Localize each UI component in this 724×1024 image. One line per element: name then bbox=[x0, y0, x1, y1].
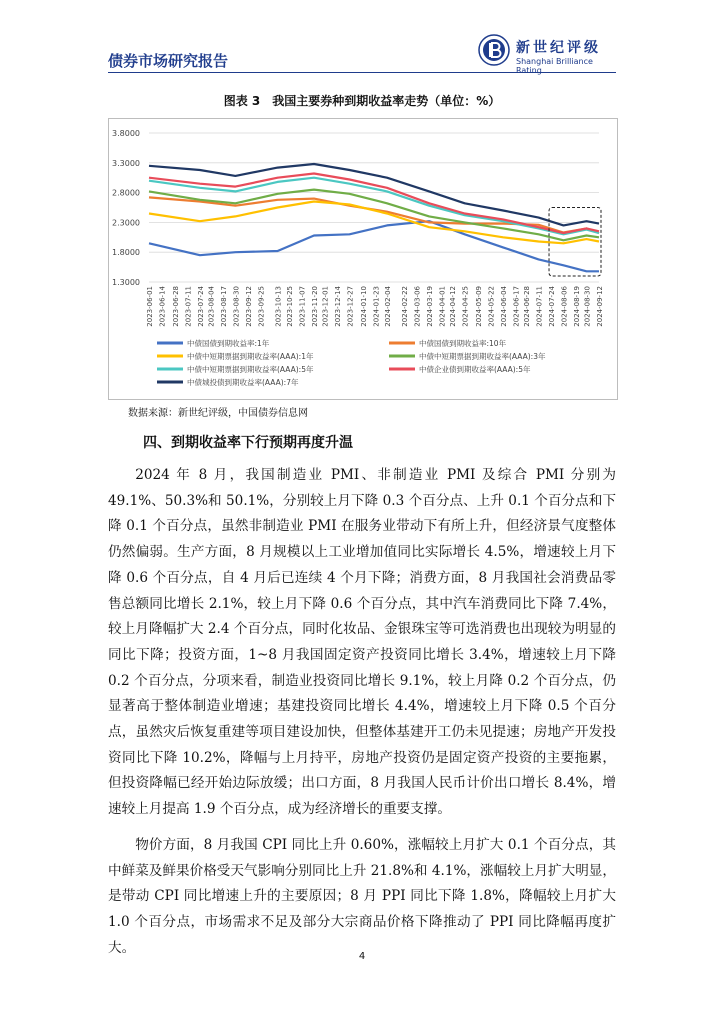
y-tick-label: 1.8000 bbox=[112, 248, 140, 258]
x-axis-ticks bbox=[146, 285, 604, 326]
logo-chinese-name: 新世纪评级 bbox=[516, 40, 601, 56]
x-tick-label: 2024-08-30 bbox=[583, 285, 592, 327]
legend-label: 中债国债到期收益率:1年 bbox=[187, 339, 270, 348]
x-tick-label: 2023-08-30 bbox=[232, 286, 241, 327]
figure-source: 数据来源：新世纪评级，中国债券信息网 bbox=[128, 408, 308, 419]
legend-label: 中债中短期票据到期收益率(AAA):3年 bbox=[419, 352, 546, 361]
x-tick-label: 2024-07-11 bbox=[535, 286, 544, 327]
series-line bbox=[149, 221, 599, 271]
x-tick-label: 2023-09-25 bbox=[257, 286, 266, 327]
paragraph-prices: 物价方面，8 月我国 CPI 同比上升 0.60%，涨幅较上月扩大 0.1 个百分点，其中鲜菜及鲜果价格受天气影响分别同比上升 21.8%和 4.1%，涨幅较上月扩大明显，是带动 CPI 同比增速上升的主要原因；8 月 PPI 同比下降 1.8%，降幅较上月扩大 1.0 个百分点，市场需求不足及部分大宗商品价格下降推动了 PPI 同比降幅再度扩大。 bbox=[108, 837, 616, 956]
y-tick-label: 2.8000 bbox=[112, 188, 140, 198]
x-tick-label: 2023-10-25 bbox=[286, 286, 295, 327]
x-tick-label: 2024-04-01 bbox=[438, 286, 447, 327]
x-tick-label: 2024-02-04 bbox=[383, 286, 392, 327]
x-tick-label: 2023-08-17 bbox=[219, 286, 228, 327]
x-tick-label: 2024-05-09 bbox=[475, 286, 484, 327]
logo-english-name: Shanghai Brilliance Rating bbox=[516, 57, 593, 75]
y-axis-ticks bbox=[112, 129, 140, 287]
x-tick-label: 2023-06-28 bbox=[171, 286, 180, 327]
series-line bbox=[149, 190, 599, 241]
x-tick-label: 2024-01-23 bbox=[372, 286, 381, 327]
legend-label: 中债城投债到期收益率(AAA):7年 bbox=[187, 378, 299, 387]
x-tick-label: 2024-04-12 bbox=[449, 286, 458, 327]
figure-title: 图表 3 我国主要券种到期收益率走势（单位：%） bbox=[223, 94, 501, 108]
x-tick-label: 2023-11-20 bbox=[311, 286, 320, 327]
x-tick-label: 2024-03-19 bbox=[426, 286, 435, 327]
header-divider bbox=[108, 72, 616, 73]
yield-chart-svg bbox=[109, 119, 617, 399]
y-tick-label: 3.8000 bbox=[112, 129, 140, 138]
page-number: 4 bbox=[358, 951, 366, 962]
paragraph-economy: 2024 年 8 月，我国制造业 PMI、非制造业 PMI 及综合 PMI 分别为 49.1%、50.3%和 50.1%，分别较上月下降 0.3 个百分点、上升 0.1 个百分点和下降 0.1 个百分点，虽然非制造业 PMI 在服务业带动下有所上升，但经济景气度整体仍然偏弱。生产方面，8 月规模以上工业增加值同比实际增长 4.5%，增速较上月下降 0.6 个百分点，自 4 月后已连续 4 个月下降；消费方面，8 月我国社会消费品零售总额同比增长 2.1%，较上月下降 0.6 个百分点，其中汽车消费同比下降 7.4%，较上月降幅扩大 2.4 个百分点，同时化妆品、金银珠宝等可选消费也出现较为明显的同比下降；投资方面，1~8 月我国固定资产投资同比增长 3.4%，增速较上月下降 0.2 个百分点，分项来看，制造业投资同比增长 9.1%，较上月降 0.2 个百分点，仍显著高于整体制造业增速；基建投资同比增长 4.4%，增速较上月下降 0.5 个百分点，虽然灾后恢复重建等项目建设加快，但整体基建开工仍未见提速；房地产开发投资同比下降 10.2%，降幅与上月持平，房地产投资仍是固定资产投资的主要拖累，但投资降幅已经开始边际放缓；出口方面，8 月我国人民币计价出口增长 8.4%，增速较上月提高 1.9 个百分点，成为经济增长的重要支撑。 bbox=[108, 467, 616, 818]
x-tick-label: 2024-05-22 bbox=[487, 286, 496, 327]
y-tick-label: 3.3000 bbox=[112, 158, 140, 168]
y-tick-label: 1.3000 bbox=[112, 278, 140, 287]
yield-chart bbox=[108, 118, 618, 400]
x-tick-label: 2024-08-06 bbox=[560, 286, 569, 327]
brand-logo bbox=[478, 32, 618, 75]
x-tick-label: 2023-12-14 bbox=[334, 286, 343, 327]
x-tick-label: 2023-06-01 bbox=[146, 286, 154, 327]
x-tick-label: 2023-08-04 bbox=[207, 286, 216, 327]
legend-label: 中债国债到期收益率:10年 bbox=[419, 339, 507, 348]
x-tick-label: 2024-06-28 bbox=[523, 286, 532, 327]
x-tick-label: 2023-09-12 bbox=[244, 286, 253, 327]
report-title: 债券市场研究报告 bbox=[108, 52, 229, 70]
chart-grid bbox=[149, 133, 599, 282]
x-tick-label: 2023-10-13 bbox=[274, 286, 283, 327]
chart-legend bbox=[157, 338, 546, 387]
x-tick-label: 2024-01-10 bbox=[359, 286, 368, 327]
series-line bbox=[149, 164, 599, 225]
x-tick-label: 2024-06-17 bbox=[512, 286, 521, 327]
x-tick-label: 2023-12-27 bbox=[346, 286, 355, 327]
legend-label: 中债企业债到期收益率(AAA):5年 bbox=[419, 365, 531, 374]
x-tick-label: 2023-12-01 bbox=[321, 286, 330, 327]
x-tick-label: 2024-08-19 bbox=[572, 286, 581, 327]
x-tick-label: 2024-06-04 bbox=[500, 286, 509, 327]
chart-series bbox=[149, 164, 599, 271]
x-tick-label: 2023-11-07 bbox=[298, 286, 307, 327]
x-tick-label: 2024-03-06 bbox=[413, 286, 422, 327]
x-tick-label: 2024-09-12 bbox=[596, 286, 604, 327]
x-tick-label: 2024-04-25 bbox=[461, 286, 470, 327]
legend-label: 中债中短期票据到期收益率(AAA):5年 bbox=[187, 365, 314, 374]
x-tick-label: 2023-06-14 bbox=[158, 286, 167, 327]
x-tick-label: 2023-07-24 bbox=[196, 286, 205, 327]
x-tick-label: 2024-07-24 bbox=[548, 286, 557, 327]
x-tick-label: 2023-07-11 bbox=[184, 286, 193, 327]
legend-label: 中债中短期票据到期收益率(AAA):1年 bbox=[187, 352, 314, 361]
brilliance-logo-icon bbox=[478, 34, 510, 66]
section-heading: 四、到期收益率下行预期再度升温 bbox=[143, 435, 353, 451]
x-tick-label: 2024-02-22 bbox=[401, 286, 410, 327]
y-tick-label: 2.3000 bbox=[112, 218, 140, 228]
